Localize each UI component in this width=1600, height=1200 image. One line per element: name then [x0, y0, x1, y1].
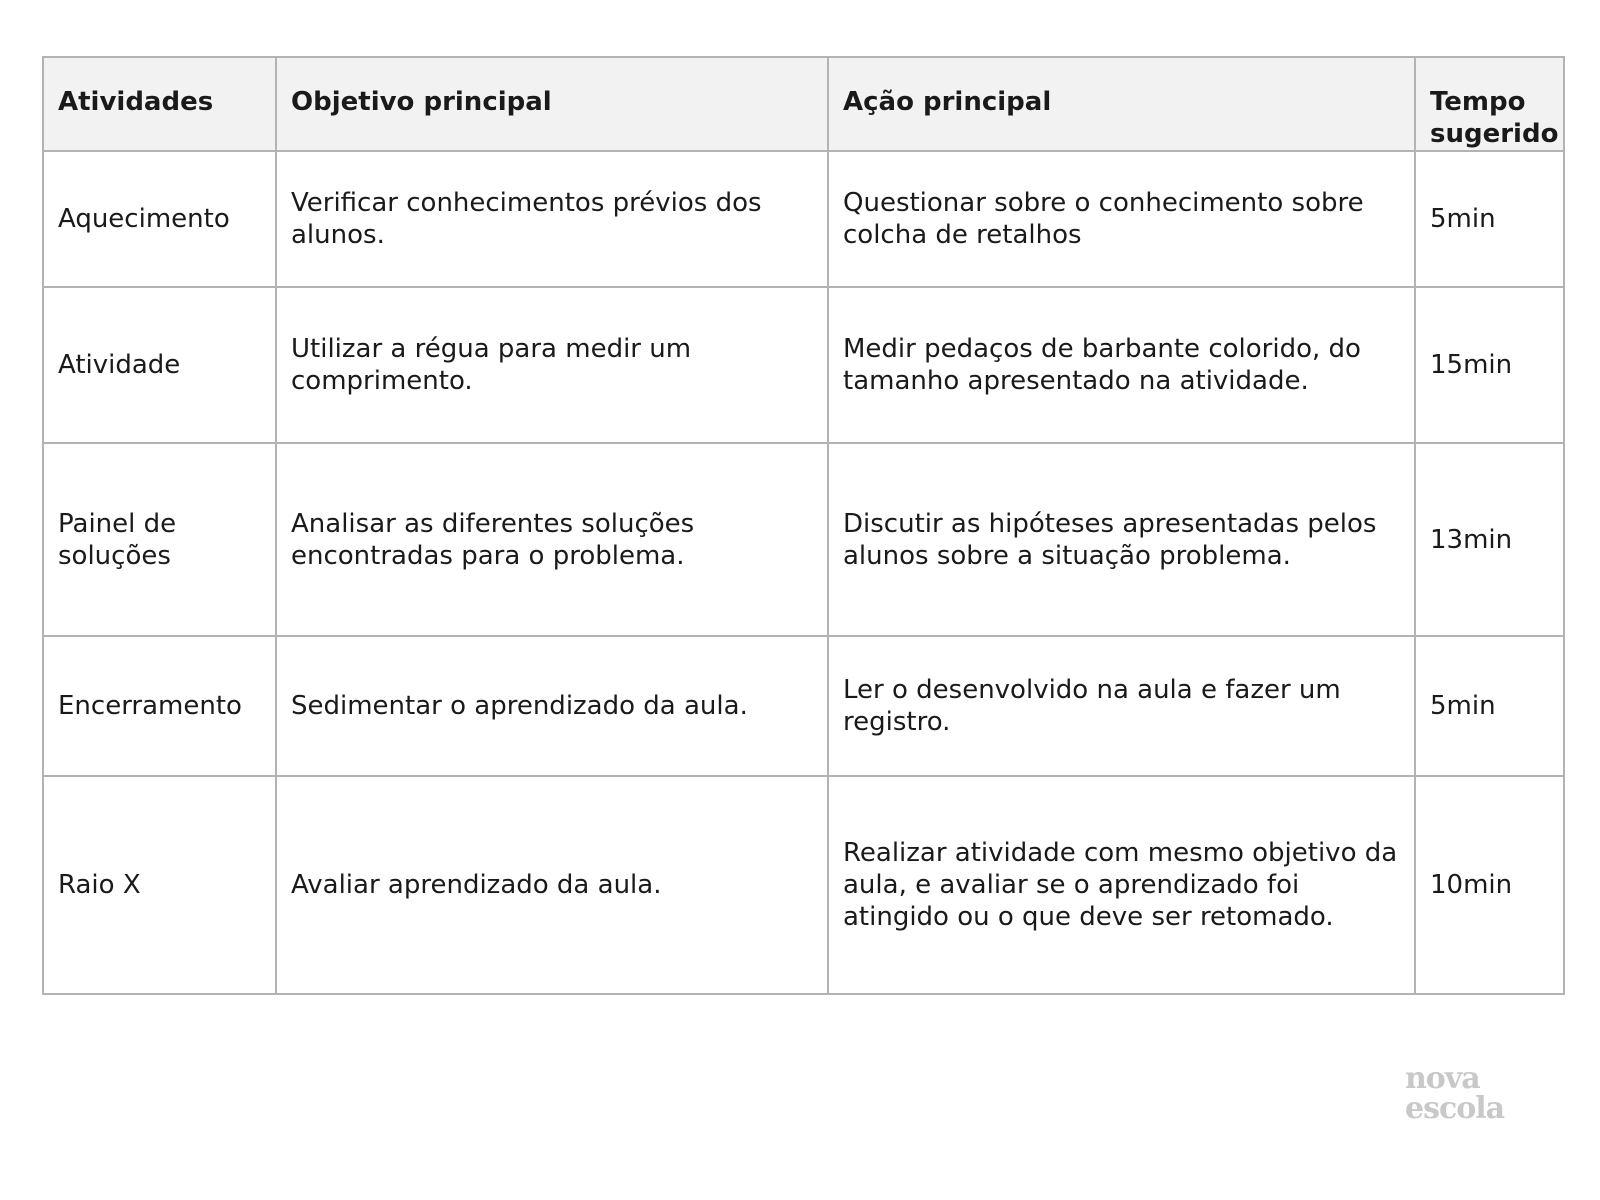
logo-line-nova: nova: [1405, 1061, 1480, 1096]
cell-acao: Realizar atividade com mesmo objetivo da aula, e avaliar se o aprendizado foi atingido ou o que deve ser retomado.: [828, 776, 1415, 994]
table-header-row: [43, 57, 1564, 151]
cell-tempo: 5min: [1415, 636, 1564, 776]
cell-atividade: Aquecimento: [43, 151, 276, 287]
cell-objetivo: Verificar conhecimentos prévios dos alunos.: [276, 151, 828, 287]
cell-acao: Questionar sobre o conhecimento sobre colcha de retalhos: [828, 151, 1415, 287]
cell-tempo: 15min: [1415, 287, 1564, 443]
cell-atividade: Atividade: [43, 287, 276, 443]
header-atividades: Atividades: [43, 57, 276, 151]
cell-atividade: Raio X: [43, 776, 276, 994]
cell-atividade: Painel de soluções: [43, 443, 276, 636]
cell-tempo: 10min: [1415, 776, 1564, 994]
logo-line-escola: escola: [1405, 1091, 1505, 1126]
cell-objetivo: Utilizar a régua para medir um comprimento.: [276, 287, 828, 443]
cell-tempo: 13min: [1415, 443, 1564, 636]
nova-escola-logo: [1405, 1061, 1535, 1126]
cell-objetivo: Sedimentar o aprendizado da aula.: [276, 636, 828, 776]
cell-atividade: Encerramento: [43, 636, 276, 776]
cell-objetivo: Analisar as diferentes soluções encontradas para o problema.: [276, 443, 828, 636]
table-row: [43, 776, 1564, 994]
header-objetivo-principal: Objetivo principal: [276, 57, 828, 151]
cell-acao: Medir pedaços de barbante colorido, do tamanho apresentado na atividade.: [828, 287, 1415, 443]
table-row: [43, 443, 1564, 636]
table-row: [43, 287, 1564, 443]
table-row: [43, 636, 1564, 776]
cell-acao: Discutir as hipóteses apresentadas pelos alunos sobre a situação problema.: [828, 443, 1415, 636]
cell-acao: Ler o desenvolvido na aula e fazer um registro.: [828, 636, 1415, 776]
cell-tempo: 5min: [1415, 151, 1564, 287]
lesson-plan-table: [42, 56, 1565, 995]
header-acao-principal: Ação principal: [828, 57, 1415, 151]
cell-objetivo: Avaliar aprendizado da aula.: [276, 776, 828, 994]
table-row: [43, 151, 1564, 287]
header-tempo-sugerido: Tempo sugerido: [1415, 57, 1564, 151]
